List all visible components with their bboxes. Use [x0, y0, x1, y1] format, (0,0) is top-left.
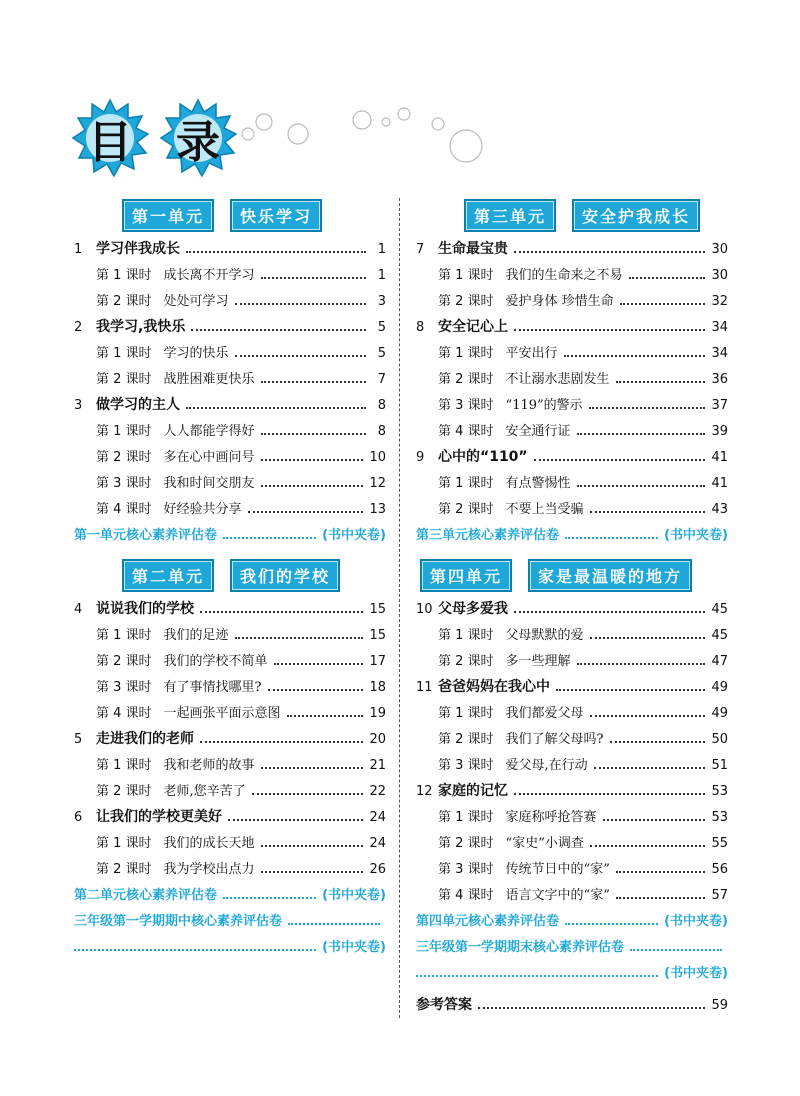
- eval-page: (书中夹卷): [322, 888, 386, 903]
- period-page: 24: [369, 836, 386, 851]
- toc-title: [70, 94, 490, 204]
- period-label: 第 1 课时: [96, 628, 152, 643]
- period-label: 第 2 课时: [438, 294, 494, 309]
- lesson-page: 45: [711, 602, 728, 617]
- period-title: 我们都爱父母: [505, 706, 584, 721]
- title-char-mu: 目: [88, 117, 132, 168]
- period-title: 多在心中画问号: [163, 450, 255, 465]
- period-page: 50: [711, 732, 728, 747]
- period-row[interactable]: [416, 728, 728, 754]
- eval-text: 第三单元核心素养评估卷: [416, 528, 560, 543]
- lesson-title: 父母多爱我: [438, 601, 508, 617]
- period-label: 第 4 课时: [438, 888, 494, 903]
- leader-dots: [616, 871, 706, 873]
- period-row[interactable]: [416, 806, 728, 832]
- lesson-number: 12: [416, 784, 433, 799]
- lesson-row[interactable]: [74, 316, 386, 342]
- lesson-page: 1: [377, 242, 386, 257]
- leader-dots: [590, 637, 706, 639]
- period-row[interactable]: [416, 290, 728, 316]
- leader-dots: [590, 715, 706, 717]
- answers-row[interactable]: [416, 994, 728, 1020]
- period-row[interactable]: [416, 702, 728, 728]
- title-char-lu: 录: [176, 117, 220, 168]
- unit3-header: [464, 198, 728, 232]
- leader-dots: [514, 611, 705, 613]
- period-row[interactable]: [416, 472, 728, 498]
- period-label: 第 1 课时: [96, 346, 152, 361]
- period-page: 21: [369, 758, 386, 773]
- lesson-title: 让我们的学校更美好: [96, 809, 222, 825]
- right-column: [416, 198, 728, 1020]
- period-page: 47: [711, 654, 728, 669]
- period-row[interactable]: [416, 832, 728, 858]
- period-title: 成长离不开学习: [163, 268, 255, 283]
- lesson-page: 41: [711, 450, 728, 465]
- period-label: 第 1 课时: [438, 706, 494, 721]
- period-label: 第 4 课时: [96, 502, 152, 517]
- period-label: 第 4 课时: [96, 706, 152, 721]
- period-row[interactable]: [74, 342, 386, 368]
- final-text: 三年级第一学期期末核心素养评估卷: [416, 940, 625, 955]
- period-page: 26: [369, 862, 386, 877]
- eval-page: (书中夹卷): [664, 528, 728, 543]
- period-title: 安全通行证: [505, 424, 571, 439]
- unit-name: 安全护我成长: [572, 199, 700, 232]
- leader-dots: [577, 433, 706, 435]
- period-page: 43: [711, 502, 728, 517]
- leader-dots: [590, 511, 706, 513]
- final-page: (书中夹卷): [664, 966, 728, 981]
- period-title: 我们的生命来之不易: [505, 268, 623, 283]
- period-page: 49: [711, 706, 728, 721]
- unit4-lesson-list: [416, 598, 728, 910]
- unit-label: 第二单元: [122, 559, 214, 592]
- eval-text: 第一单元核心素养评估卷: [74, 528, 218, 543]
- lesson-number: 11: [416, 680, 433, 695]
- period-row[interactable]: [74, 420, 386, 446]
- period-page: 7: [377, 372, 386, 387]
- leader-dots: [261, 845, 364, 847]
- period-page: 55: [711, 836, 728, 851]
- unit1-header: [122, 198, 386, 232]
- leader-dots: [235, 637, 364, 639]
- period-title: 我们了解父母吗?: [505, 732, 604, 747]
- lesson-row[interactable]: [416, 598, 728, 624]
- period-row[interactable]: [416, 342, 728, 368]
- lesson-row[interactable]: [74, 394, 386, 420]
- period-label: 第 2 课时: [438, 732, 494, 747]
- period-title: 传统节日中的“家”: [505, 862, 610, 877]
- lesson-number: 5: [74, 732, 83, 747]
- period-label: 第 2 课时: [438, 372, 494, 387]
- period-row[interactable]: [416, 420, 728, 446]
- period-page: 45: [711, 628, 728, 643]
- period-label: 第 2 课时: [96, 654, 152, 669]
- leader-dots: [564, 355, 706, 357]
- period-title: 我们的成长天地: [163, 836, 255, 851]
- period-title: 老师,您辛苦了: [163, 784, 246, 799]
- period-page: 18: [369, 680, 386, 695]
- period-label: 第 1 课时: [438, 476, 494, 491]
- period-page: 10: [369, 450, 386, 465]
- lesson-row[interactable]: [416, 316, 728, 342]
- lesson-number: 6: [74, 810, 83, 825]
- eval-page: (书中夹卷): [664, 914, 728, 929]
- leader-dots: [261, 381, 366, 383]
- unit-label: 第一单元: [122, 199, 214, 232]
- period-page: 36: [711, 372, 728, 387]
- lesson-title: 学习伴我成长: [96, 241, 180, 257]
- period-label: 第 3 课时: [438, 758, 494, 773]
- period-title: 战胜困难更快乐: [163, 372, 255, 387]
- lesson-row[interactable]: [74, 728, 386, 754]
- period-page: 15: [369, 628, 386, 643]
- period-row[interactable]: [416, 368, 728, 394]
- unit1-eval[interactable]: [74, 524, 386, 550]
- period-row[interactable]: [74, 624, 386, 650]
- period-page: 56: [711, 862, 728, 877]
- period-row[interactable]: [416, 754, 728, 780]
- period-page: 34: [711, 346, 728, 361]
- period-label: 第 2 课时: [96, 862, 152, 877]
- unit-label: 第四单元: [420, 559, 512, 592]
- period-row[interactable]: [74, 264, 386, 290]
- midterm-page: (书中夹卷): [322, 940, 386, 955]
- unit1-lesson-list: [74, 238, 386, 524]
- period-row[interactable]: [74, 832, 386, 858]
- period-row[interactable]: [416, 624, 728, 650]
- period-row[interactable]: [74, 498, 386, 524]
- period-title: 我为学校出点力: [163, 862, 255, 877]
- column-divider: [399, 198, 400, 1018]
- period-label: 第 1 课时: [438, 268, 494, 283]
- period-title: 不让溺水悲剧发生: [505, 372, 610, 387]
- unit-name: 快乐学习: [230, 199, 322, 232]
- period-row[interactable]: [74, 702, 386, 728]
- leader-dots: [186, 251, 366, 253]
- period-title: 多一些理解: [505, 654, 571, 669]
- period-row[interactable]: [74, 780, 386, 806]
- period-title: 有点警惕性: [505, 476, 571, 491]
- leader-dots: [261, 433, 366, 435]
- midterm-text: 三年级第一学期期中核心素养评估卷: [74, 914, 283, 929]
- lesson-number: 10: [416, 602, 433, 617]
- lesson-title: 安全记心上: [438, 319, 508, 335]
- unit4-header: [420, 558, 728, 592]
- leader-dots: [629, 277, 706, 279]
- period-label: 第 1 课时: [438, 810, 494, 825]
- period-page: 1: [377, 268, 386, 283]
- leader-dots: [268, 689, 364, 691]
- leader-dots: [287, 715, 364, 717]
- period-label: 第 2 课时: [96, 450, 152, 465]
- eval-text: 第四单元核心素养评估卷: [416, 914, 560, 929]
- lesson-number: 9: [416, 450, 425, 465]
- leader-dots: [252, 793, 364, 795]
- lesson-number: 3: [74, 398, 83, 413]
- unit3-lesson-list: [416, 238, 728, 524]
- period-label: 第 1 课时: [96, 836, 152, 851]
- period-label: 第 3 课时: [96, 680, 152, 695]
- period-title: 人人都能学得好: [163, 424, 255, 439]
- lesson-title: 我学习,我快乐: [96, 319, 186, 335]
- lesson-row[interactable]: [416, 238, 728, 264]
- period-page: 57: [711, 888, 728, 903]
- leader-dots: [534, 459, 706, 461]
- lesson-number: 1: [74, 242, 83, 257]
- period-row[interactable]: [74, 290, 386, 316]
- period-label: 第 2 课时: [438, 502, 494, 517]
- period-title: 平安出行: [505, 346, 558, 361]
- period-title: 家庭称呼抢答赛: [505, 810, 597, 825]
- bubbles-decoration: [70, 94, 490, 204]
- period-page: 19: [369, 706, 386, 721]
- period-row[interactable]: [416, 650, 728, 676]
- period-page: 39: [711, 424, 728, 439]
- answers-title: 参考答案: [416, 997, 472, 1013]
- leader-dots: [514, 329, 705, 331]
- period-page: 22: [369, 784, 386, 799]
- unit4-eval[interactable]: [416, 910, 728, 936]
- midterm-eval-page-row: [74, 936, 386, 962]
- period-page: 51: [711, 758, 728, 773]
- period-label: 第 1 课时: [438, 346, 494, 361]
- lesson-number: 4: [74, 602, 83, 617]
- lesson-title: 生命最宝贵: [438, 241, 508, 257]
- lesson-row[interactable]: [416, 446, 728, 472]
- lesson-number: 8: [416, 320, 425, 335]
- period-label: 第 1 课时: [96, 268, 152, 283]
- period-page: 13: [369, 502, 386, 517]
- lesson-page: 8: [377, 398, 386, 413]
- leader-dots: [235, 303, 366, 305]
- lesson-title: 走进我们的老师: [96, 731, 194, 747]
- period-label: 第 3 课时: [438, 398, 494, 413]
- leader-dots: [186, 407, 366, 409]
- period-title: “家史”小调查: [505, 836, 584, 851]
- period-row[interactable]: [74, 650, 386, 676]
- leader-dots: [200, 741, 363, 743]
- lesson-number: 2: [74, 320, 83, 335]
- period-title: 不要上当受骗: [505, 502, 584, 517]
- period-title: 我和老师的故事: [163, 758, 255, 773]
- period-page: 8: [377, 424, 386, 439]
- period-title: 语言文字中的“家”: [505, 888, 610, 903]
- lesson-row[interactable]: [74, 806, 386, 832]
- lesson-page: 49: [711, 680, 728, 695]
- period-row[interactable]: [74, 676, 386, 702]
- period-row[interactable]: [416, 858, 728, 884]
- period-row[interactable]: [416, 264, 728, 290]
- period-page: 30: [711, 268, 728, 283]
- answers-page: 59: [711, 998, 728, 1013]
- unit2-lesson-list: [74, 598, 386, 884]
- period-title: 处处可学习: [163, 294, 229, 309]
- leader-dots: [261, 871, 364, 873]
- period-page: 17: [369, 654, 386, 669]
- leader-dots: [261, 277, 366, 279]
- period-title: 爱护身体 珍惜生命: [505, 294, 614, 309]
- period-title: 爱父母,在行动: [505, 758, 588, 773]
- leader-dots: [610, 741, 706, 743]
- lesson-page: 5: [377, 320, 386, 335]
- lesson-page: 30: [711, 242, 728, 257]
- leader-dots: [235, 355, 366, 357]
- eval-text: 第二单元核心素养评估卷: [74, 888, 218, 903]
- unit-name: 家是最温暖的地方: [528, 559, 692, 592]
- period-label: 第 2 课时: [438, 836, 494, 851]
- period-row[interactable]: [74, 446, 386, 472]
- leader-dots: [261, 485, 364, 487]
- leader-dots: [589, 407, 706, 409]
- leader-dots: [556, 689, 705, 691]
- lesson-page: 15: [369, 602, 386, 617]
- lesson-page: 20: [369, 732, 386, 747]
- leader-dots: [274, 663, 364, 665]
- period-label: 第 2 课时: [96, 294, 152, 309]
- period-title: 好经验共分享: [163, 502, 242, 517]
- period-label: 第 1 课时: [438, 628, 494, 643]
- leader-dots: [228, 819, 363, 821]
- period-title: 我们的学校不简单: [163, 654, 268, 669]
- unit2-eval[interactable]: [74, 884, 386, 910]
- lesson-row[interactable]: [74, 238, 386, 264]
- period-label: 第 3 课时: [96, 476, 152, 491]
- leader-dots: [594, 767, 706, 769]
- period-row[interactable]: [74, 754, 386, 780]
- period-page: 53: [711, 810, 728, 825]
- eval-page: (书中夹卷): [322, 528, 386, 543]
- leader-dots: [248, 511, 364, 513]
- leader-dots: [620, 303, 706, 305]
- period-label: 第 2 课时: [96, 372, 152, 387]
- unit-label: 第三单元: [464, 199, 556, 232]
- lesson-row[interactable]: [416, 780, 728, 806]
- final-eval[interactable]: [416, 936, 728, 962]
- lesson-page: 53: [711, 784, 728, 799]
- period-page: 41: [711, 476, 728, 491]
- leader-dots: [191, 329, 366, 331]
- period-title: 有了事情找哪里?: [163, 680, 262, 695]
- period-title: 我和时间交朋友: [163, 476, 255, 491]
- period-label: 第 2 课时: [438, 654, 494, 669]
- period-row[interactable]: [416, 394, 728, 420]
- period-label: 第 1 课时: [96, 424, 152, 439]
- period-row[interactable]: [74, 368, 386, 394]
- period-page: 32: [711, 294, 728, 309]
- lesson-row[interactable]: [74, 598, 386, 624]
- unit3-eval[interactable]: [416, 524, 728, 550]
- leader-dots: [514, 251, 705, 253]
- period-page: 12: [369, 476, 386, 491]
- period-label: 第 3 课时: [438, 862, 494, 877]
- leader-dots: [590, 845, 706, 847]
- lesson-number: 7: [416, 242, 425, 257]
- unit2-header: [122, 558, 386, 592]
- leader-dots: [514, 793, 705, 795]
- lesson-page: 24: [369, 810, 386, 825]
- leader-dots: [577, 663, 706, 665]
- leader-dots: [616, 897, 706, 899]
- leader-dots: [603, 819, 706, 821]
- period-title: 我们的足迹: [163, 628, 229, 643]
- lesson-title: 家庭的记忆: [438, 783, 508, 799]
- leader-dots: [577, 485, 706, 487]
- period-title: 父母默默的爱: [505, 628, 584, 643]
- leader-dots: [261, 459, 364, 461]
- period-row[interactable]: [74, 858, 386, 884]
- final-eval-page-row: [416, 962, 728, 988]
- unit-name: 我们的学校: [230, 559, 340, 592]
- lesson-title: 做学习的主人: [96, 397, 180, 413]
- lesson-row[interactable]: [416, 676, 728, 702]
- leader-dots: [200, 611, 363, 613]
- period-row[interactable]: [416, 498, 728, 524]
- left-column: [74, 198, 386, 962]
- period-title: “119”的警示: [505, 398, 583, 413]
- leader-dots: [261, 767, 364, 769]
- lesson-title: 心中的“110”: [438, 449, 528, 465]
- period-label: 第 4 课时: [438, 424, 494, 439]
- leader-dots: [616, 381, 706, 383]
- period-page: 3: [377, 294, 386, 309]
- lesson-title: 说说我们的学校: [96, 601, 194, 617]
- period-page: 37: [711, 398, 728, 413]
- period-title: 学习的快乐: [163, 346, 229, 361]
- lesson-page: 34: [711, 320, 728, 335]
- period-label: 第 2 课时: [96, 784, 152, 799]
- midterm-eval[interactable]: [74, 910, 386, 936]
- period-page: 5: [377, 346, 386, 361]
- period-title: 一起画张平面示意图: [163, 706, 281, 721]
- period-row[interactable]: [416, 884, 728, 910]
- lesson-title: 爸爸妈妈在我心中: [438, 679, 550, 695]
- period-row[interactable]: [74, 472, 386, 498]
- period-label: 第 1 课时: [96, 758, 152, 773]
